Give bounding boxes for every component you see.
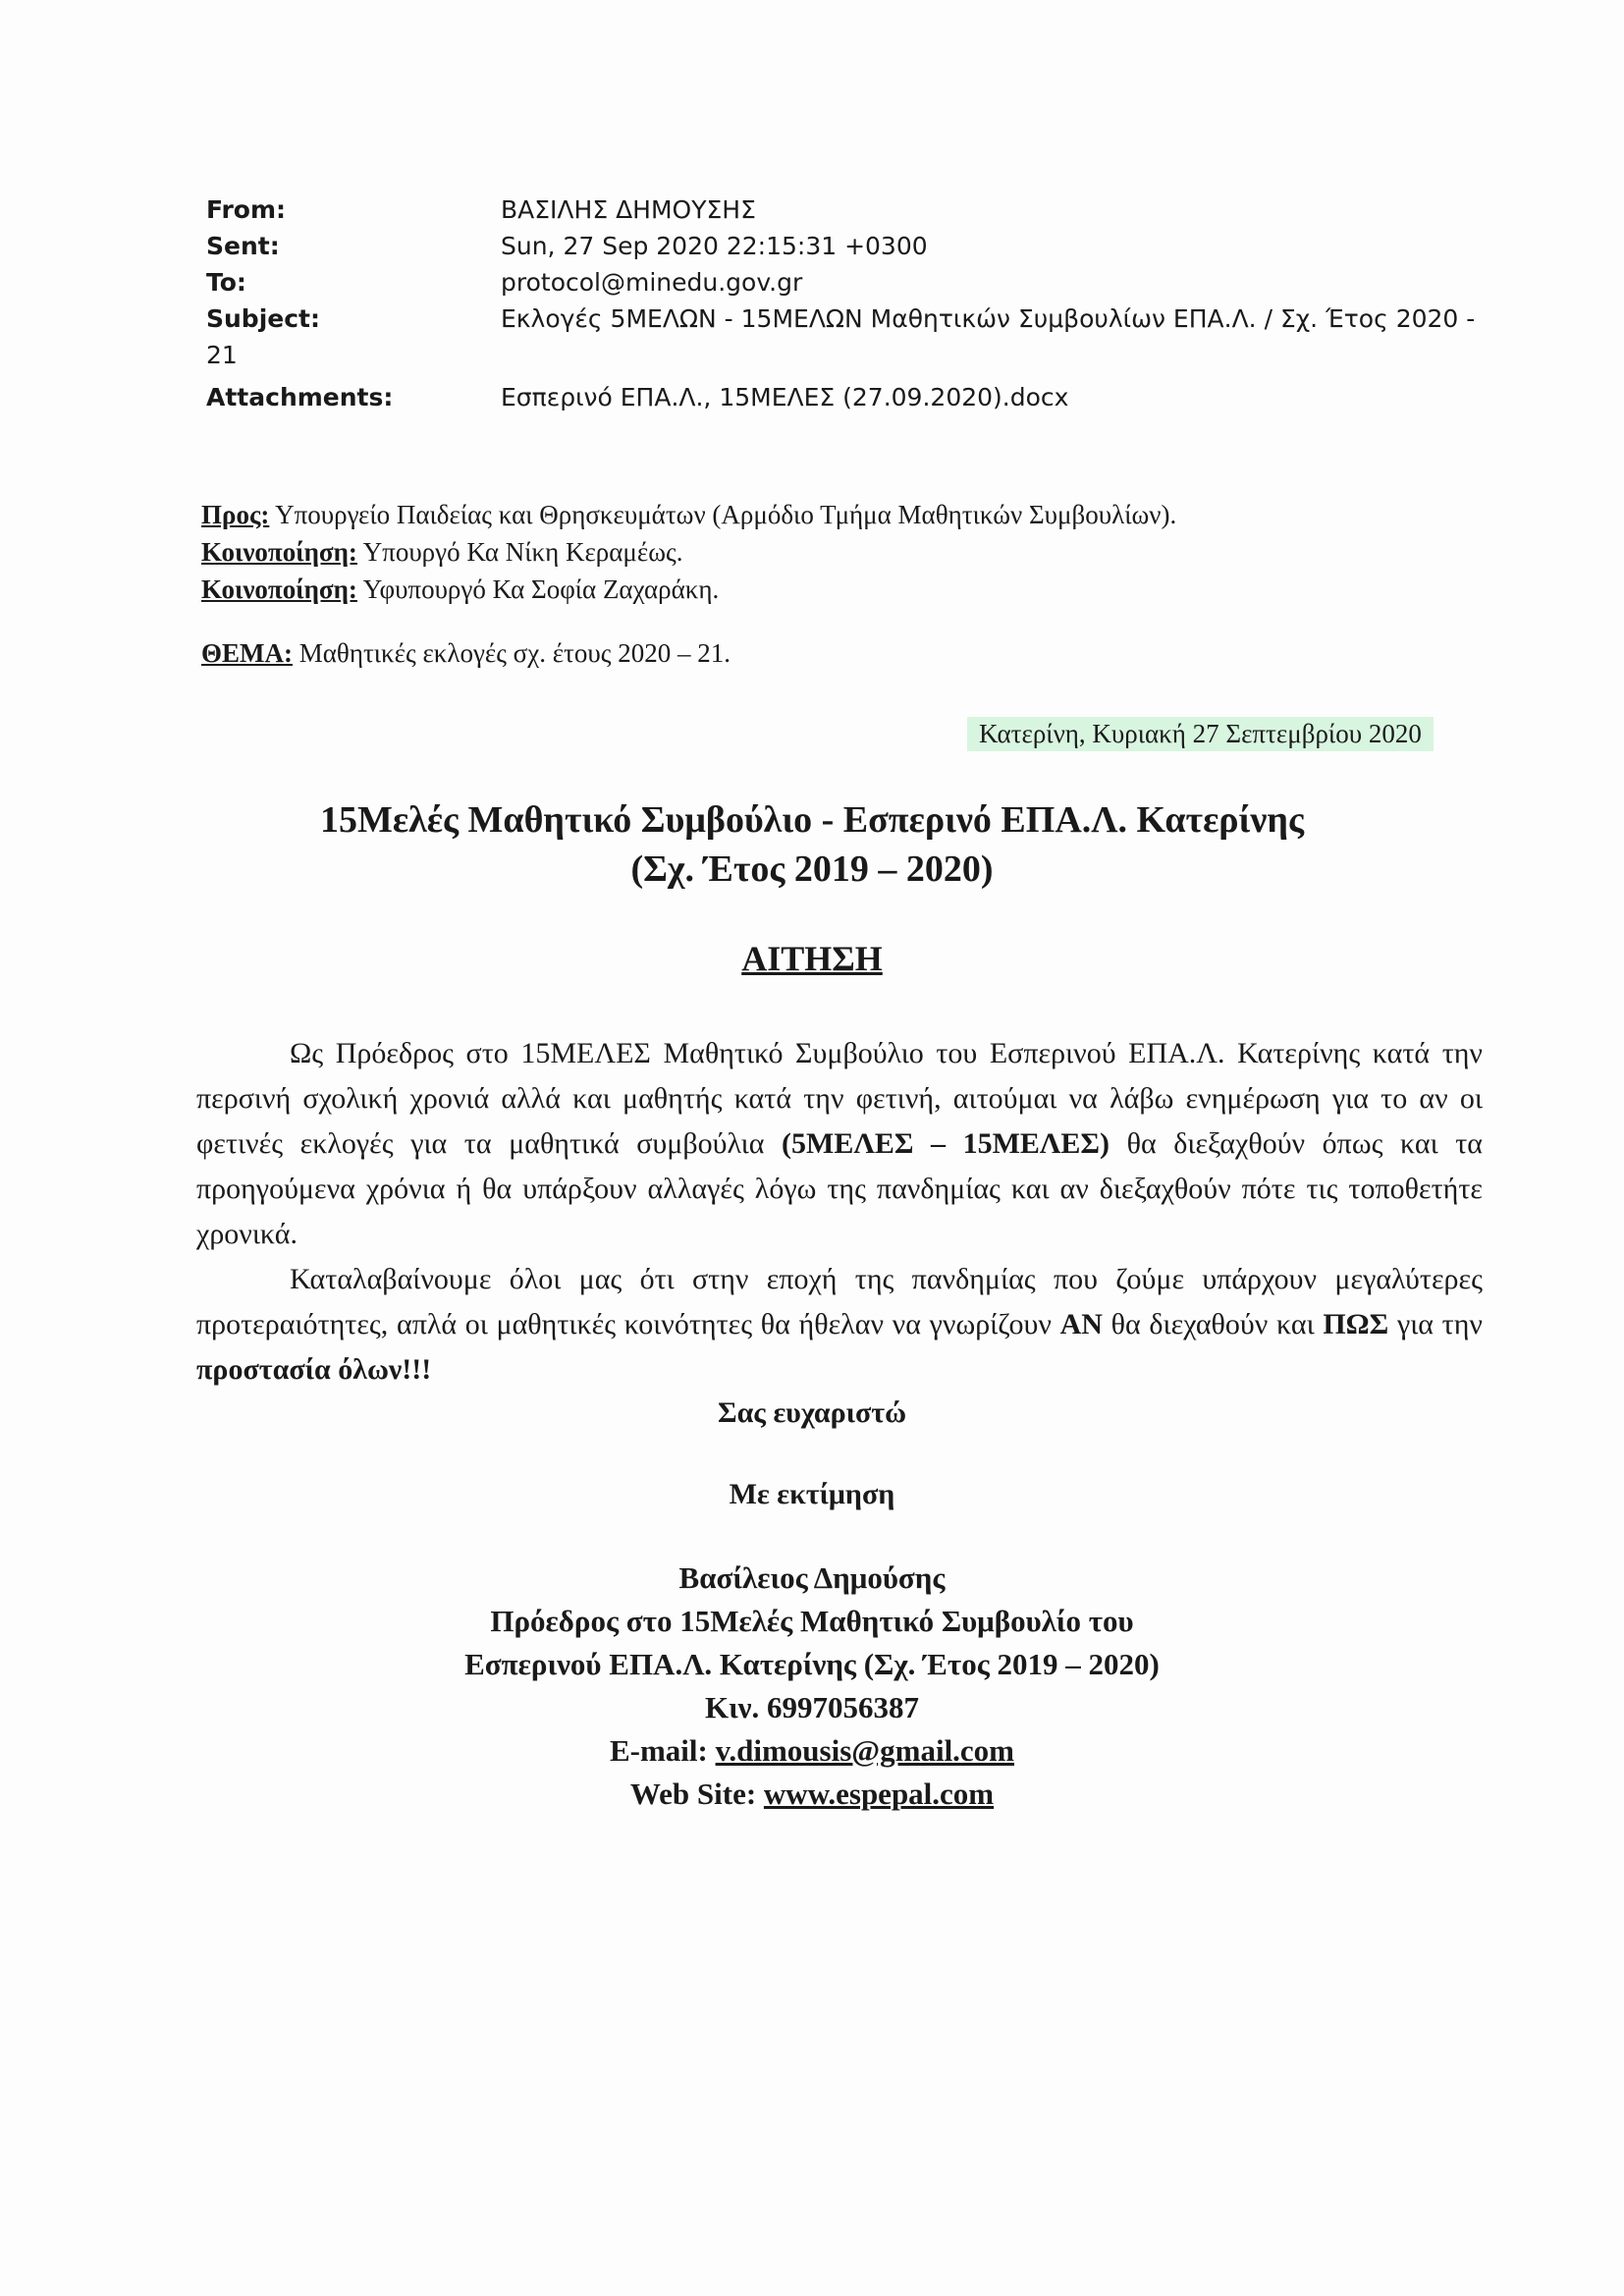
email-label: E-mail: (609, 1733, 708, 1768)
recipient-to-value: Υπουργείο Παιδείας και Θρησκευμάτων (Αρμόδιο Τμήμα Μαθητικών Συμβουλίων). (275, 500, 1177, 529)
recipient-cc1-value: Υπουργό Κα Νίκη Κεραμέως. (362, 537, 683, 567)
email-sent-row (206, 228, 1483, 264)
recipient-cc2-label: Κοινοποίηση: (201, 574, 357, 604)
recipient-cc2-value: Υφυπουργό Κα Σοφία Ζαχαράκη. (362, 574, 720, 604)
body-paragraph-2 (196, 1257, 1483, 1393)
signature-role-1: Πρόεδρος στο 15Μελές Μαθητικό Συμβουλίο του (490, 1604, 1134, 1638)
web-label: Web Site: (629, 1777, 757, 1811)
attachments-label: Attachments: (206, 383, 394, 411)
letter-subject-label: ΘΕΜΑ: (201, 638, 293, 668)
recipients-block (201, 496, 1478, 608)
recipient-cc2 (201, 571, 1478, 608)
web-link[interactable]: www.espepal.com (763, 1777, 995, 1811)
p2-text-c: για την (1388, 1308, 1483, 1340)
signature-phone: Κιν. 6997056387 (704, 1690, 920, 1724)
signature-name: Βασίλειος Δημούσης (678, 1560, 946, 1595)
title-line-1: 15Μελές Μαθητικό Συμβούλιο - Εσπερινό ΕΠΑ.Λ. Κατερίνης (319, 799, 1305, 841)
p2-text-b: θα διεχαθούν και (1102, 1308, 1324, 1340)
thanks-line: Σας ευχαριστώ (717, 1396, 907, 1429)
email-subject-row (206, 301, 1483, 337)
request-heading: ΑΙΤΗΣΗ (741, 939, 883, 978)
letter-subject-value: Μαθητικές εκλογές σχ. έτους 2020 – 21. (298, 638, 731, 668)
letter-title (0, 795, 1624, 894)
recipient-cc1-label: Κοινοποίηση: (201, 537, 357, 567)
title-line-2: (Σχ. Έτος 2019 – 2020) (630, 848, 994, 890)
p2-bold-1: ΑΝ (1059, 1308, 1103, 1340)
recipient-to (201, 496, 1478, 533)
email-to-row (206, 264, 1483, 301)
p2-bold-3: προστασία όλων!!! (196, 1353, 432, 1386)
email-link[interactable]: v.dimousis@gmail.com (715, 1733, 1015, 1768)
signature-block (0, 1557, 1624, 1816)
signature-role-2: Εσπερινού ΕΠΑ.Λ. Κατερίνης (Σχ. Έτος 2019 – 2020) (464, 1647, 1160, 1681)
p1-text-b: θα διεξαχθούν όπως και τα προηγούμενα χρόνια ή θα υπάρξουν αλλαγές λόγω της πανδημίας και αν διεξαχθούν πότε τις τοποθετήτε χρονικά. (196, 1127, 1483, 1250)
p2-bold-2: ΠΩΣ (1323, 1308, 1389, 1340)
signature-email (0, 1729, 1624, 1773)
body-paragraph-1 (196, 1031, 1483, 1257)
p1-text-a: Ως Πρόεδρος στο 15ΜΕΛΕΣ Μαθητικό Συμβούλιο του Εσπερινού ΕΠΑ.Λ. Κατερίνης κατά την περσινή σχολική χρονιά αλλά και μαθητής κατά την φετινή, αιτούμαι να λάβω ενημέρωση για το αν οι φετινές εκλογές για τα μαθητικά συμβούλια (196, 1037, 1483, 1160)
regards-line: Με εκτίμηση (729, 1478, 895, 1510)
subject-wrap: 21 (206, 341, 238, 369)
to-label: To: (206, 268, 246, 297)
signature-web (0, 1773, 1624, 1816)
from-value: ΒΑΣΙΛΗΣ ΔΗΜΟΥΣΗΣ (501, 195, 756, 224)
date-line: Κατερίνη, Κυριακή 27 Σεπτεμβρίου 2020 (967, 717, 1434, 751)
letter-subject (201, 638, 731, 669)
recipient-cc1 (201, 533, 1478, 571)
to-value: protocol@minedu.gov.gr (501, 268, 803, 297)
email-header (206, 191, 1483, 415)
email-from-row (206, 191, 1483, 228)
email-attachments-row (206, 379, 1483, 415)
p2-text-a: Καταλαβαίνουμε όλοι μας ότι στην εποχή της πανδημίας που ζούμε υπάρχουν μεγαλύτερες προτεραιότητες, απλά οι μαθητικές κοινότητες θα ήθελαν να γνωρίζουν (196, 1263, 1483, 1340)
email-subject-wrap-row (206, 337, 1483, 373)
attachments-value: Εσπερινό ΕΠΑ.Λ., 15ΜΕΛΕΣ (27.09.2020).docx (501, 383, 1069, 411)
sent-label: Sent: (206, 232, 280, 260)
letter-body (196, 1031, 1483, 1393)
subject-value: Εκλογές 5ΜΕΛΩΝ - 15ΜΕΛΩΝ Μαθητικών Συμβουλίων ΕΠΑ.Λ. / Σχ. Έτος 2020 - (501, 304, 1476, 333)
recipient-to-label: Προς: (201, 500, 270, 529)
p1-bold: (5ΜΕΛΕΣ – 15ΜΕΛΕΣ) (782, 1127, 1110, 1160)
subject-label: Subject: (206, 304, 320, 333)
sent-value: Sun, 27 Sep 2020 22:15:31 +0300 (501, 232, 928, 260)
from-label: From: (206, 195, 287, 224)
